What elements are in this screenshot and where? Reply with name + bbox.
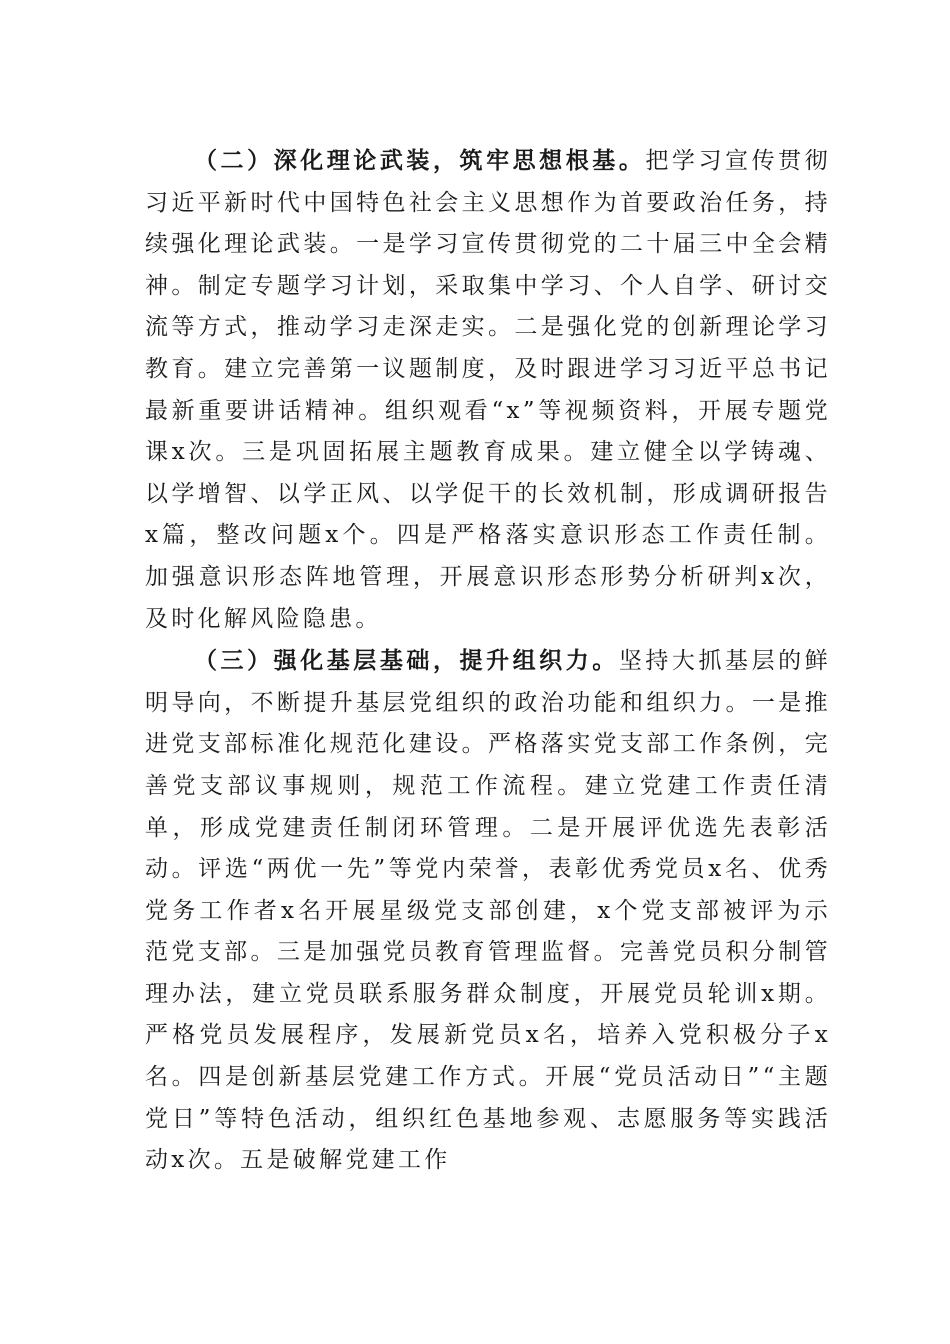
section-heading: （二）深化理论武装，筑牢思想根基。 (194, 147, 646, 174)
section-heading: （三）强化基层基础，提升组织力。 (194, 647, 619, 675)
document-page (145, 140, 831, 1320)
paragraph-section-3 (145, 640, 831, 1182)
paragraph-section-2 (145, 140, 831, 640)
section-body: 把学习宣传贯彻习近平新时代中国特色社会主义思想作为首要政治任务，持续强化理论武装。一是学习宣传贯彻党的二十届三中全会精神。制定专题学习计划，采取集中学习、个人自学、研讨交流等方式，推动学习走深走实。二是强化党的创新理论学习教育。建立完善第一议题制度，及时跟进学习习近平总书记最新重要讲话精神。组织观看“x”等视频资料，开展专题党课x次。三是巩固拓展主题教育成果。建立健全以学铸魂、以学增智、以学正风、以学促干的长效机制，形成调研报告x篇，整改问题x个。四是严格落实意识形态工作责任制。加强意识形态阵地管理，开展意识形态形势分析研判x次，及时化解风险隐患。 (145, 148, 831, 632)
section-body: 坚持大抓基层的鲜明导向，不断提升基层党组织的政治功能和组织力。一是推进党支部标准化规范化建设。严格落实党支部工作条例，完善党支部议事规则，规范工作流程。建立党建工作责任清单，形成党建责任制闭环管理。二是开展评优选先表彰活动。评选“两优一先”等党内荣誉，表彰优秀党员x名、优秀党务工作者x名开展星级党支部创建，x个党支部被评为示范党支部。三是加强党员教育管理监督。完善党员积分制管理办法，建立党员联系服务群众制度，开展党员轮训x期。严格党员发展程序，发展新党员x名，培养入党积极分子x名。四是创新基层党建工作方式。开展“党员活动日”“主题党日”等特色活动，组织红色基地参观、志愿服务等实践活动x次。五是破解党建工作 (145, 648, 831, 1174)
